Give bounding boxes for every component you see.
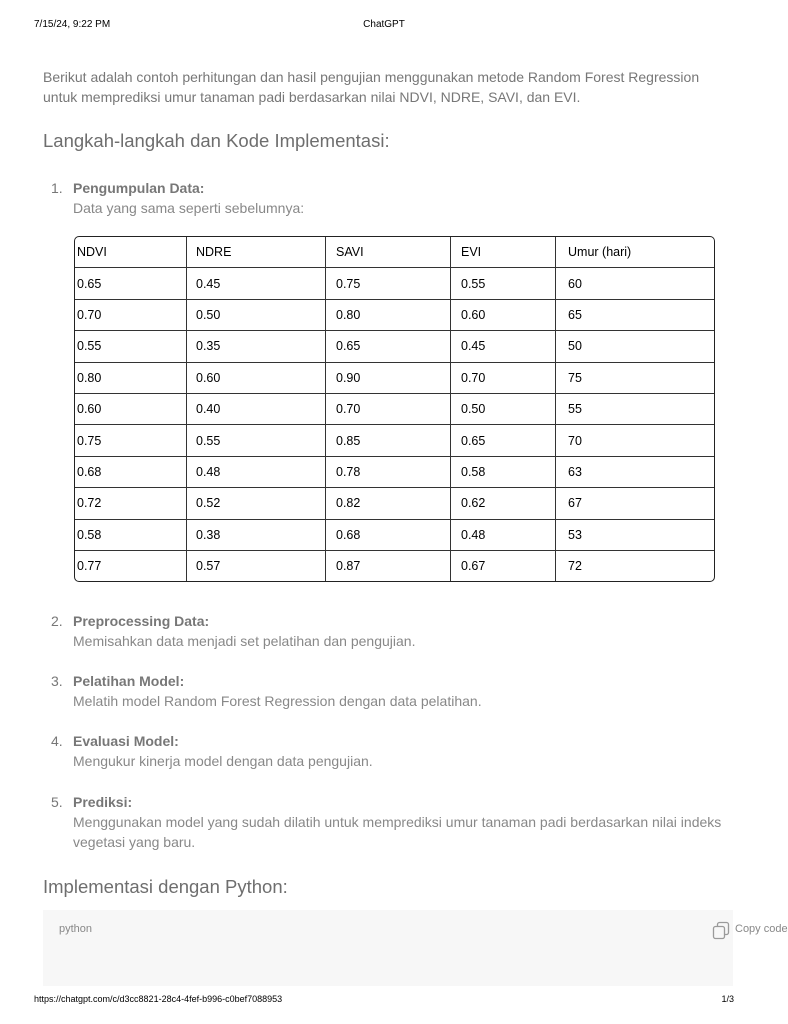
step-number: 5.	[51, 794, 63, 810]
step-description: Melatih model Random Forest Regression dengan data pelatihan.	[73, 693, 482, 709]
table-cell: 60	[556, 268, 714, 299]
table-cell: 0.58	[451, 457, 556, 488]
table-row	[75, 551, 714, 581]
table-cell: 0.65	[75, 268, 187, 299]
table-cell: 0.68	[326, 520, 451, 551]
table-cell: 0.75	[75, 425, 187, 456]
table-cell: 72	[568, 559, 582, 574]
table-row	[75, 394, 714, 425]
heading-steps: Langkah-langkah dan Kode Implementasi:	[43, 130, 390, 151]
table-cell: 0.75	[326, 268, 451, 299]
column-header: SAVI	[326, 237, 451, 268]
table-cell: 0.80	[326, 300, 451, 331]
table-cell: 0.70	[75, 300, 187, 331]
copy-icon	[711, 920, 731, 940]
table-row	[75, 268, 714, 299]
print-title: ChatGPT	[363, 19, 405, 30]
column-header: EVI	[451, 237, 556, 268]
table-cell: 0.70	[326, 394, 451, 425]
table-cell: 53	[556, 520, 714, 551]
table-cell: 0.52	[187, 488, 326, 519]
table-row	[75, 300, 714, 331]
intro-paragraph: Berikut adalah contoh perhitungan dan hasil pengujian menggunakan metode Random Forest Regression untuk memprediksi umur tanaman padi berdasarkan nilai NDVI, NDRE, SAVI, dan EVI.	[43, 69, 700, 105]
table-cell: 65	[556, 300, 714, 331]
table-cell: 0.45	[451, 331, 556, 362]
table-cell: 63	[556, 457, 714, 488]
table-cell: 0.45	[187, 268, 326, 299]
table-cell: 0.55	[75, 331, 187, 362]
step-description: Mengukur kinerja model dengan data pengujian.	[73, 753, 373, 769]
table-cell: 0.72	[75, 488, 187, 519]
step-title: Preprocessing Data:	[73, 613, 210, 629]
table-cell: 0.67	[451, 551, 556, 581]
print-url[interactable]: https://chatgpt.com/c/d3cc8821-28c4-4fef-b996-c0bef7088953	[34, 994, 283, 1004]
step-title: Prediksi:	[73, 794, 133, 810]
step-description: Menggunakan model yang sudah dilatih untuk memprediksi umur tanaman padi berdasarkan nilai indeks vegetasi yang baru.	[73, 814, 722, 850]
table-cell: 67	[556, 488, 714, 519]
table-cell: 0.57	[187, 551, 326, 581]
column-header: NDVI	[75, 237, 187, 268]
data-table	[74, 236, 715, 582]
table-row	[75, 331, 714, 362]
table-cell: 0.50	[187, 300, 326, 331]
table-cell: 0.48	[187, 457, 326, 488]
table-cell: 0.40	[187, 394, 326, 425]
step-title: Evaluasi Model:	[73, 733, 179, 749]
step-number: 1.	[51, 180, 63, 196]
table-cell: 0.80	[75, 363, 187, 394]
page-number: 1/3	[721, 994, 734, 1004]
step-title: Pengumpulan Data:	[73, 180, 205, 196]
table-cell: 0.55	[187, 425, 326, 456]
table-row	[75, 457, 714, 488]
table-cell: 0.58	[75, 520, 187, 551]
table-cell: 50	[556, 331, 714, 362]
table-row	[75, 520, 714, 551]
table-cell: 0.68	[75, 457, 187, 488]
table-cell: 0.60	[451, 300, 556, 331]
code-block	[43, 910, 788, 986]
table-cell: 0.90	[326, 363, 451, 394]
table-cell: 0.55	[451, 268, 556, 299]
table-row	[75, 488, 714, 519]
print-date: 7/15/24, 9:22 PM	[34, 19, 111, 30]
table-cell: 0.62	[451, 488, 556, 519]
print-header	[34, 19, 734, 33]
table-row	[75, 425, 714, 456]
table-cell: 0.70	[451, 363, 556, 394]
table-cell: 0.65	[326, 331, 451, 362]
table-cell: 0.38	[187, 520, 326, 551]
table-cell: 0.78	[326, 457, 451, 488]
code-language-label: python	[59, 923, 93, 935]
column-header: Umur (hari)	[556, 237, 714, 268]
step-title: Pelatihan Model:	[73, 673, 185, 689]
table-row	[75, 363, 714, 394]
table-cell: 70	[556, 425, 714, 456]
table-cell: 0.65	[451, 425, 556, 456]
copy-code-label: Copy code	[735, 923, 788, 935]
table-cell: 0.85	[326, 425, 451, 456]
step-number: 2.	[51, 613, 63, 629]
table-header-row	[75, 237, 714, 268]
table-cell: 0.60	[75, 394, 187, 425]
table-cell: 55	[556, 394, 714, 425]
heading-python: Implementasi dengan Python:	[43, 876, 288, 897]
table-cell: 0.82	[326, 488, 451, 519]
table-cell: 0.87	[326, 551, 451, 581]
table-cell: 0.50	[451, 394, 556, 425]
column-header: NDRE	[187, 237, 326, 268]
table-cell: 0.77	[75, 551, 187, 581]
table-cell: 0.35	[187, 331, 326, 362]
step-description: Data yang sama seperti sebelumnya:	[73, 200, 305, 216]
table-cell: 75	[556, 363, 714, 394]
table-cell: 0.48	[451, 520, 556, 551]
table-cell: 0.60	[187, 363, 326, 394]
print-footer	[34, 994, 734, 1008]
step-description: Memisahkan data menjadi set pelatihan dan pengujian.	[73, 633, 416, 649]
step-number: 3.	[51, 673, 63, 689]
step-number: 4.	[51, 733, 63, 749]
